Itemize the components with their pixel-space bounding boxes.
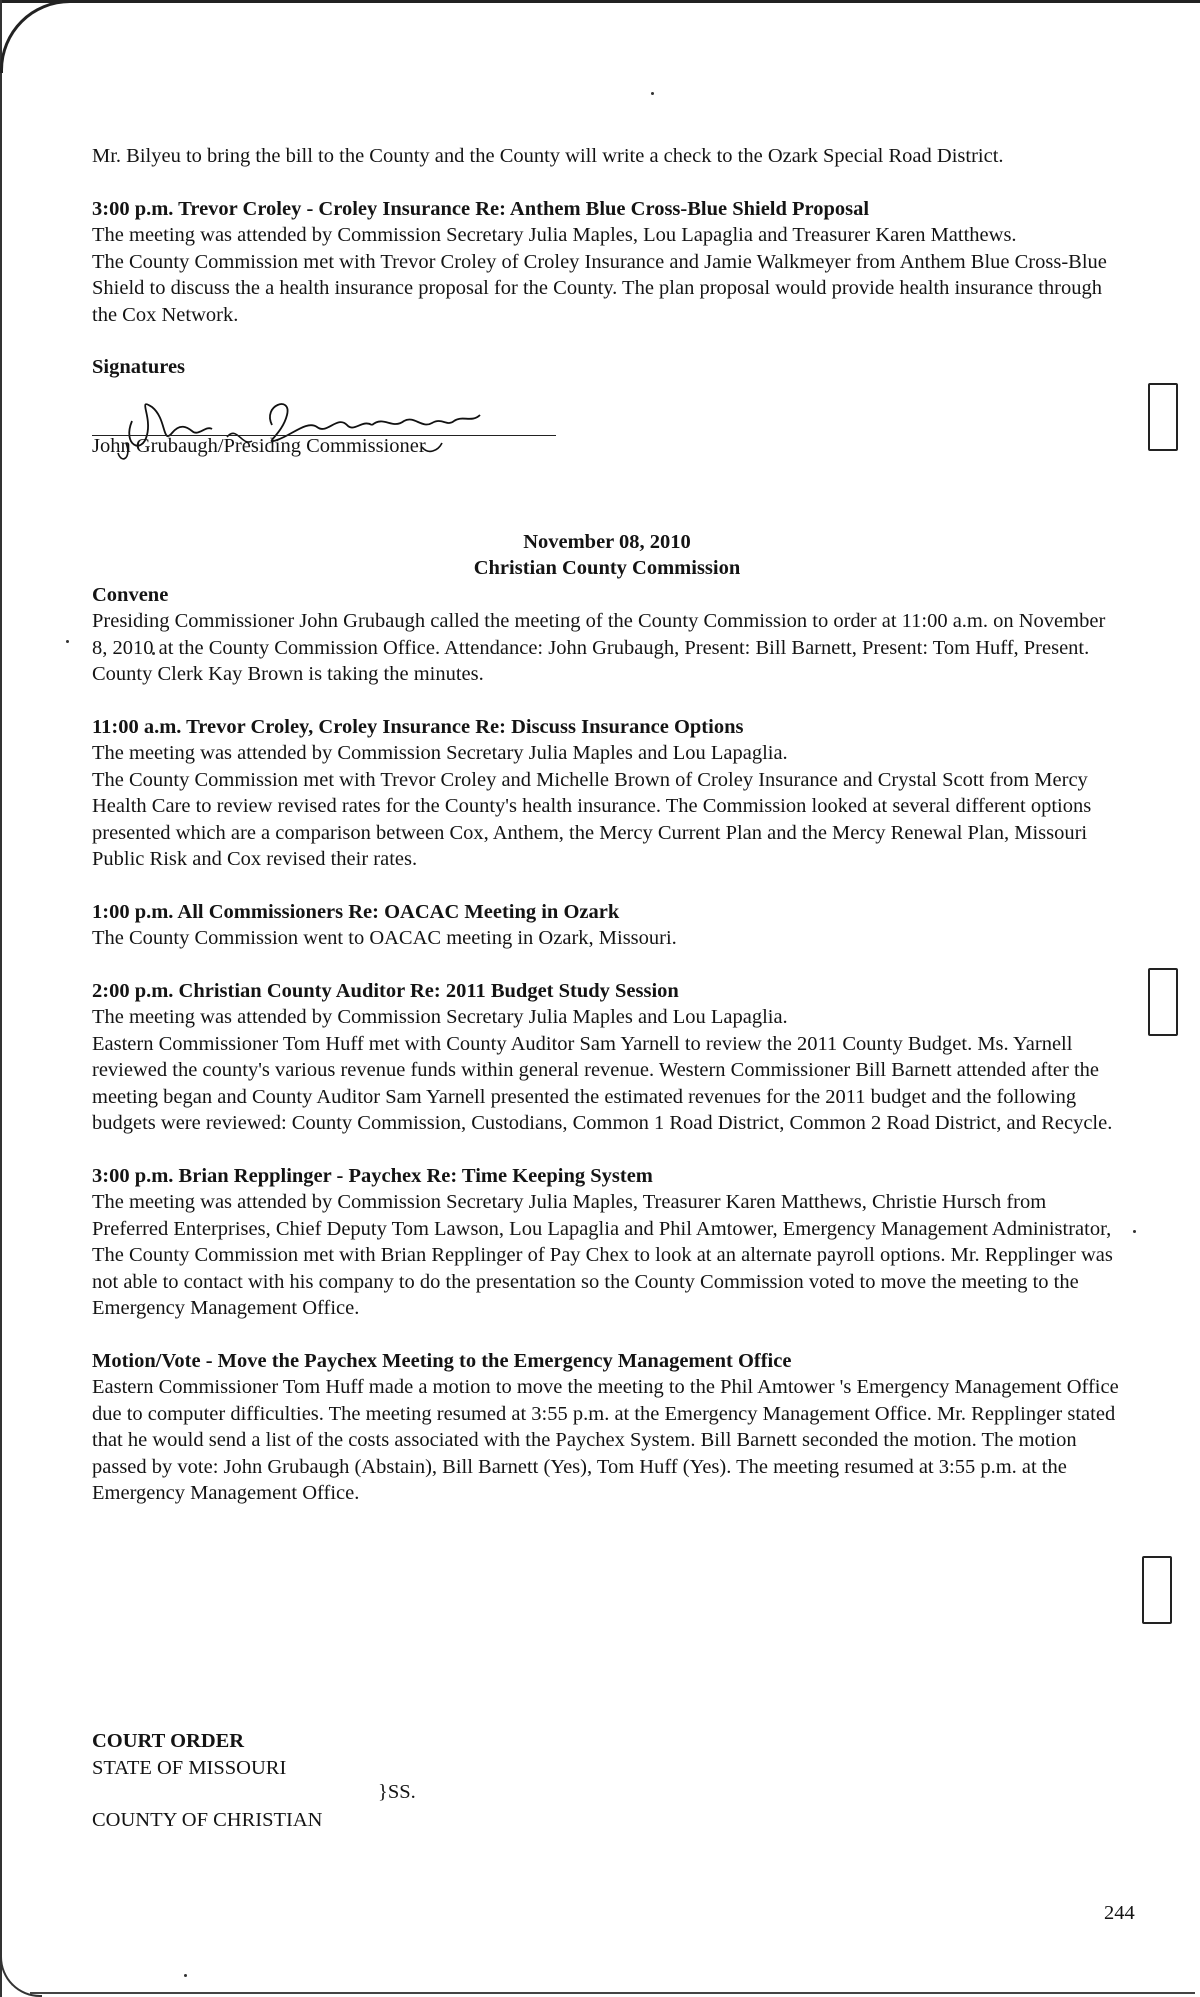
motion-body: Eastern Commissioner Tom Huff made a motion to move the meeting to the Phil Amtower 's Emergency Management Office due to computer difficulties. The meeting resumed at 3:55 p.m. at the Emergency Management Office. Mr. Repplinger stated that he would send a list of the costs associated with the Paychex System. Bill Barnett seconded the motion. The motion passed by vote: John Grubaugh (Abstain), Bill Barnett (Yes), Tom Huff (Yes). The meeting resumed at 3:55 p.m. at the Emergency Management Office. <box>92 1376 1119 1504</box>
agenda-item-body: Eastern Commissioner Tom Huff met with County Auditor Sam Yarnell to review the 2011 County Budget. Ms. Yarnell reviewed the county's various revenue funds within general revenue. Western Commissioner Bill Barnett attended after the meeting began and County Auditor Sam Yarnell presented the estimated revenues for the 2011 budget and the following budgets were reviewed: County Commission, Custodians, Common 1 Road District, Common 2 Road District, and Recycle. <box>92 1032 1113 1134</box>
agenda-item-heading: 1:00 p.m. All Commissioners Re: OACAC Meeting in Ozark <box>92 900 620 923</box>
convene-heading: Convene <box>92 583 169 606</box>
agenda-item <box>92 899 1122 952</box>
convene-section <box>92 582 1122 688</box>
scan-speck <box>184 1974 187 1977</box>
court-order-state: STATE OF MISSOURI <box>92 1756 287 1779</box>
page-bottom-edge <box>30 1992 1195 1994</box>
signatory-name: John Grubaugh/Presiding Commissioner <box>92 434 426 457</box>
court-order-heading: COURT ORDER <box>92 1730 245 1752</box>
agenda-item-heading: 3:00 p.m. Trevor Croley - Croley Insurance Re: Anthem Blue Cross-Blue Shield Proposal <box>92 197 870 220</box>
agenda-item-body: The County Commission met with Brian Repplinger of Pay Chex to look at an alternate payroll options. Mr. Repplinger was not able to contact with his company to do the presentation so the County Commission voted to move the meeting to the Emergency Management Office. <box>92 1244 1113 1319</box>
agenda-item <box>92 1163 1122 1322</box>
agenda-item <box>92 978 1122 1137</box>
court-order-ss: }SS. <box>378 1781 416 1803</box>
motion-heading: Motion/Vote - Move the Paychex Meeting to the Emergency Management Office <box>92 1349 792 1372</box>
agenda-item-body: The County Commission met with Trevor Croley of Croley Insurance and Jamie Walkmeyer from Anthem Blue Cross-Blue Shield to discuss the a health insurance proposal for the County. The plan proposal would provide health insurance through the Cox Network. <box>92 250 1107 326</box>
spacer <box>92 1781 322 1807</box>
agenda-item <box>92 196 1122 329</box>
convene-body: Presiding Commissioner John Grubaugh called the meeting of the County Commission to order at 11:00 a.m. on November 8, 2010 at the County Commission Office. Attendance: John Grubaugh, Present: Bill Barnett, Present: Tom Huff, Present. County Clerk Kay Brown is taking the minutes. <box>92 610 1106 685</box>
signature-section <box>92 354 1122 477</box>
minutes-body <box>92 143 1122 1533</box>
continued-paragraph <box>92 143 1122 170</box>
agenda-item-attendance: The meeting was attended by Commission Secretary Julia Maples and Lou Lapaglia. <box>92 1006 788 1028</box>
court-order-county: COUNTY OF CHRISTIAN <box>92 1809 323 1831</box>
page-corner-top-left <box>0 0 73 73</box>
page-corner-bottom-left <box>0 1935 42 1997</box>
agenda-item-attendance: The meeting was attended by Commission Secretary Julia Maples and Lou Lapaglia. <box>92 742 788 764</box>
agenda-item-attendance: The meeting was attended by Commission Secretary Julia Maples, Treasurer Karen Matthews, Christie Hursch from Preferred Enterprises, Chief Deputy Tom Lawson, Lou Lapaglia and Phil Amtower, Emergency Management Administrator, <box>92 1191 1112 1240</box>
meeting-date: November 08, 2010 <box>523 530 691 553</box>
agenda-item <box>92 714 1122 873</box>
agenda-item-heading: 11:00 a.m. Trevor Croley, Croley Insurance Re: Discuss Insurance Options <box>92 715 744 738</box>
spacer <box>92 477 1122 529</box>
agenda-item-body: The County Commission went to OACAC meeting in Ozark, Missouri. <box>92 927 677 949</box>
scan-speck <box>1133 1230 1136 1233</box>
continued-text: Mr. Bilyeu to bring the bill to the County and the County will write a check to the Ozark Special Road District. <box>92 145 1004 167</box>
scan-speck <box>66 640 69 643</box>
motion-vote <box>92 1348 1122 1507</box>
signatures-heading: Signatures <box>92 356 186 378</box>
agenda-item-heading: 2:00 p.m. Christian County Auditor Re: 2011 Budget Study Session <box>92 979 679 1002</box>
margin-marker <box>1148 383 1178 451</box>
page-number: 244 <box>1104 1902 1135 1924</box>
page-top-edge <box>0 0 1200 3</box>
margin-marker <box>1148 968 1178 1036</box>
meeting-body-name: Christian County Commission <box>473 557 741 579</box>
signature-block <box>92 385 1122 477</box>
agenda-item-attendance: The meeting was attended by Commission Secretary Julia Maples, Lou Lapaglia and Treasurer Karen Matthews. <box>92 224 1017 246</box>
court-order-block <box>92 1728 322 1834</box>
agenda-item-heading: 3:00 p.m. Brian Repplinger - Paychex Re: Time Keeping System <box>92 1164 653 1187</box>
page-left-edge <box>0 0 2 1997</box>
agenda-item-body: The County Commission met with Trevor Croley and Michelle Brown of Croley Insurance and Crystal Scott from Mercy Health Care to review revised rates for the County's health insurance. The Commission looked at several different options presented which are a comparison between Cox, Anthem, the Mercy Current Plan and the Mercy Renewal Plan, Missouri Public Risk and Cox revised their rates. <box>92 768 1092 870</box>
scan-speck <box>651 92 654 95</box>
margin-marker <box>1142 1556 1172 1624</box>
